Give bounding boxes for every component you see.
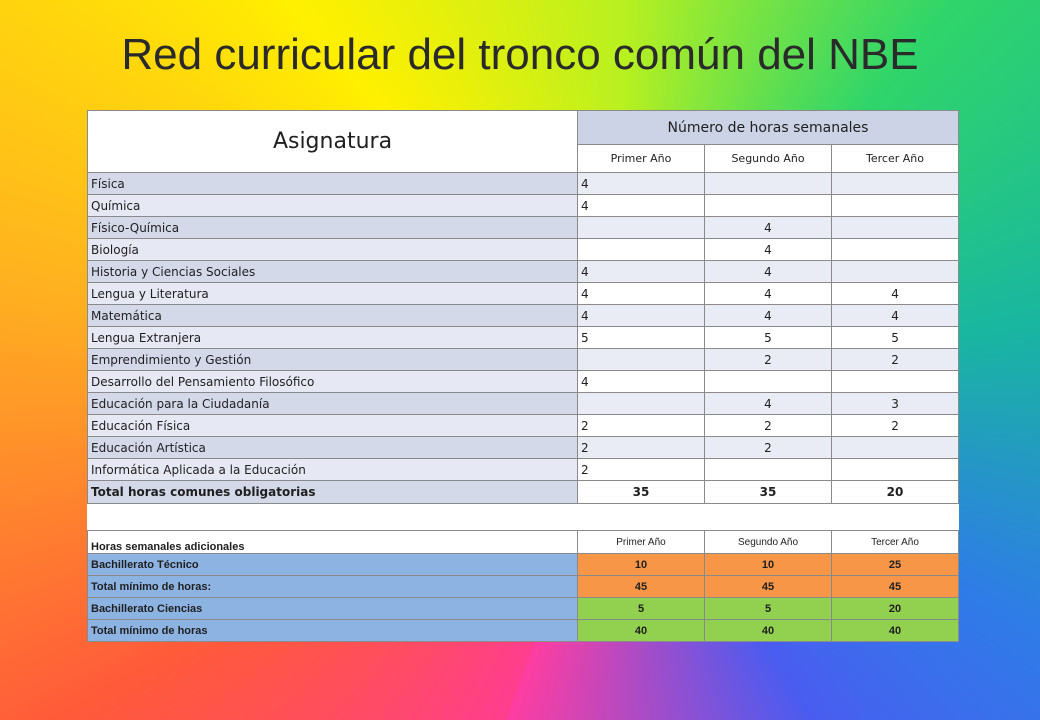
year-header-1: Primer Año: [578, 145, 705, 173]
subject-name: Lengua y Literatura: [88, 283, 578, 305]
table-row: [88, 437, 959, 459]
additional-row: [88, 598, 959, 620]
hours-cell: 2: [578, 437, 705, 459]
hours-cell: 2: [832, 349, 959, 371]
additional-cell: 5: [705, 598, 832, 620]
table-row: [88, 261, 959, 283]
hours-cell: [705, 371, 832, 393]
hours-cell: [832, 371, 959, 393]
additional-header: Horas semanales adicionales: [88, 531, 578, 554]
table-row: [88, 173, 959, 195]
year-header-3: Tercer Año: [832, 145, 959, 173]
hours-cell: [578, 239, 705, 261]
spacer-cell: [88, 504, 959, 531]
additional-cell: 10: [578, 554, 705, 576]
additional-cell: 40: [578, 620, 705, 642]
spacer-row: [88, 504, 959, 531]
hours-cell: 2: [832, 415, 959, 437]
subject-name: Físico-Química: [88, 217, 578, 239]
hours-header: Número de horas semanales: [578, 111, 959, 145]
additional-label: Total mínimo de horas:: [88, 576, 578, 598]
hours-cell: 2: [705, 437, 832, 459]
hours-cell: [832, 173, 959, 195]
hours-cell: 4: [705, 393, 832, 415]
hours-cell: 4: [705, 261, 832, 283]
table-row: [88, 371, 959, 393]
table-row: [88, 327, 959, 349]
subject-name: Historia y Ciencias Sociales: [88, 261, 578, 283]
additional-year-header: Segundo Año: [705, 531, 832, 554]
total-cell: 20: [832, 481, 959, 504]
hours-cell: [578, 393, 705, 415]
additional-cell: 45: [705, 576, 832, 598]
hours-cell: 4: [578, 305, 705, 327]
table-row: [88, 415, 959, 437]
hours-cell: [832, 217, 959, 239]
table-row: [88, 283, 959, 305]
hours-cell: 2: [705, 349, 832, 371]
subject-name: Educación Artística: [88, 437, 578, 459]
hours-cell: 4: [578, 283, 705, 305]
hours-cell: 4: [578, 261, 705, 283]
hours-cell: 2: [578, 415, 705, 437]
hours-cell: 4: [705, 305, 832, 327]
hours-cell: [832, 239, 959, 261]
additional-header-row: [88, 531, 959, 554]
hours-cell: 4: [705, 283, 832, 305]
additional-label: Bachillerato Técnico: [88, 554, 578, 576]
hours-cell: 2: [705, 415, 832, 437]
hours-cell: 5: [705, 327, 832, 349]
hours-cell: [705, 195, 832, 217]
table-row: [88, 217, 959, 239]
total-cell: 35: [705, 481, 832, 504]
additional-cell: 10: [705, 554, 832, 576]
additional-row: [88, 620, 959, 642]
additional-year-header: Primer Año: [578, 531, 705, 554]
hours-cell: 4: [578, 195, 705, 217]
year-header-2: Segundo Año: [705, 145, 832, 173]
subject-name: Educación para la Ciudadanía: [88, 393, 578, 415]
subject-name: Desarrollo del Pensamiento Filosófico: [88, 371, 578, 393]
additional-row: [88, 554, 959, 576]
subject-name: Emprendimiento y Gestión: [88, 349, 578, 371]
subject-name: Informática Aplicada a la Educación: [88, 459, 578, 481]
additional-cell: 45: [578, 576, 705, 598]
hours-cell: [832, 459, 959, 481]
hours-cell: [832, 195, 959, 217]
additional-cell: 45: [832, 576, 959, 598]
additional-cell: 5: [578, 598, 705, 620]
hours-cell: [832, 437, 959, 459]
hours-cell: 4: [832, 283, 959, 305]
total-cell: 35: [578, 481, 705, 504]
subject-name: Física: [88, 173, 578, 195]
total-label: Total horas comunes obligatorias: [88, 481, 578, 504]
additional-year-header: Tercer Año: [832, 531, 959, 554]
additional-label: Total mínimo de horas: [88, 620, 578, 642]
subject-name: Biología: [88, 239, 578, 261]
table-row: [88, 305, 959, 327]
subject-name: Matemática: [88, 305, 578, 327]
hours-cell: 5: [578, 327, 705, 349]
hours-cell: 4: [832, 305, 959, 327]
total-row: [88, 481, 959, 504]
additional-cell: 20: [832, 598, 959, 620]
subject-name: Química: [88, 195, 578, 217]
hours-cell: [578, 217, 705, 239]
hours-cell: [705, 173, 832, 195]
hours-cell: [578, 349, 705, 371]
hours-cell: 4: [578, 371, 705, 393]
subject-name: Lengua Extranjera: [88, 327, 578, 349]
subject-header: Asignatura: [88, 111, 578, 173]
curriculum-table: [87, 110, 959, 642]
additional-label: Bachillerato Ciencias: [88, 598, 578, 620]
hours-cell: 4: [705, 217, 832, 239]
hours-cell: 4: [705, 239, 832, 261]
hours-cell: 2: [578, 459, 705, 481]
table-row: [88, 349, 959, 371]
additional-cell: 40: [705, 620, 832, 642]
hours-cell: [705, 459, 832, 481]
additional-cell: 25: [832, 554, 959, 576]
hours-cell: 3: [832, 393, 959, 415]
hours-cell: [832, 261, 959, 283]
table-row: [88, 239, 959, 261]
subject-name: Educación Física: [88, 415, 578, 437]
table-row: [88, 195, 959, 217]
hours-cell: 5: [832, 327, 959, 349]
page-title: Red curricular del tronco común del NBE: [121, 30, 919, 79]
table-row: [88, 459, 959, 481]
additional-row: [88, 576, 959, 598]
table-row: [88, 393, 959, 415]
hours-cell: 4: [578, 173, 705, 195]
additional-cell: 40: [832, 620, 959, 642]
